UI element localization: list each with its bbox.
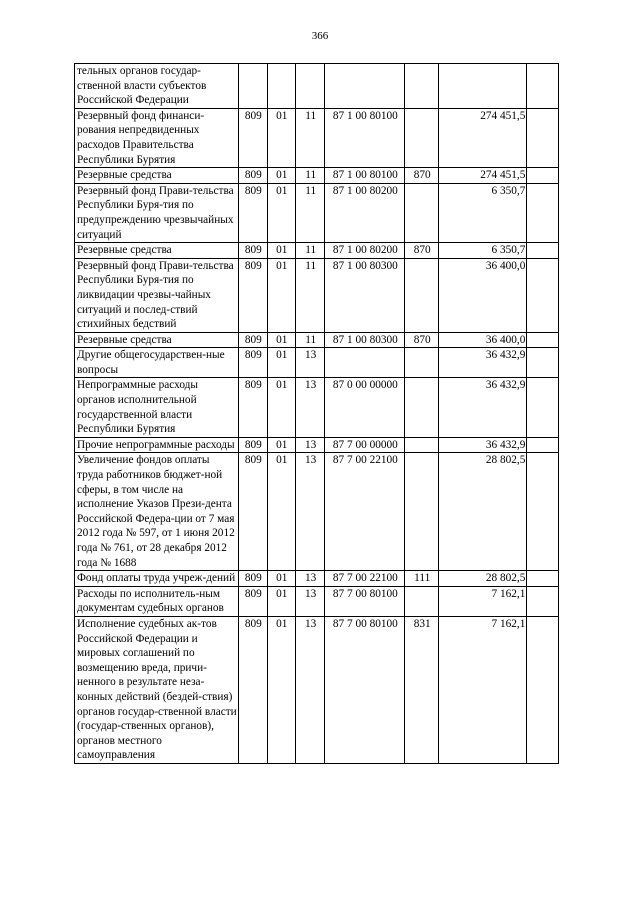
amount: 36 432,9 bbox=[439, 437, 527, 453]
table-row bbox=[75, 348, 559, 378]
expense-type-code bbox=[405, 453, 439, 571]
admin-code: 809 bbox=[239, 332, 267, 348]
target-item-code bbox=[325, 348, 405, 378]
table-row bbox=[75, 258, 559, 332]
target-item-code: 87 1 00 80200 bbox=[325, 243, 405, 259]
section-code: 01 bbox=[267, 243, 295, 259]
expense-type-code bbox=[405, 108, 439, 167]
amount: 28 802,5 bbox=[439, 571, 527, 587]
admin-code: 809 bbox=[239, 348, 267, 378]
admin-code: 809 bbox=[239, 168, 267, 184]
table-row bbox=[75, 168, 559, 184]
empty-cell bbox=[527, 348, 559, 378]
admin-code bbox=[239, 64, 267, 109]
amount: 274 451,5 bbox=[439, 168, 527, 184]
empty-cell bbox=[527, 64, 559, 109]
target-item-code: 87 7 00 22100 bbox=[325, 453, 405, 571]
target-item-code: 87 7 00 00000 bbox=[325, 437, 405, 453]
expense-type-code bbox=[405, 64, 439, 109]
subsection-code: 11 bbox=[295, 183, 324, 242]
section-code: 01 bbox=[267, 571, 295, 587]
subsection-code: 11 bbox=[295, 258, 324, 332]
section-code: 01 bbox=[267, 348, 295, 378]
section-code: 01 bbox=[267, 437, 295, 453]
expense-type-code: 870 bbox=[405, 243, 439, 259]
section-code: 01 bbox=[267, 332, 295, 348]
admin-code: 809 bbox=[239, 586, 267, 616]
section-code bbox=[267, 64, 295, 109]
admin-code: 809 bbox=[239, 571, 267, 587]
target-item-code: 87 7 00 80100 bbox=[325, 616, 405, 763]
admin-code: 809 bbox=[239, 453, 267, 571]
subsection-code: 11 bbox=[295, 332, 324, 348]
subsection-code: 13 bbox=[295, 378, 324, 437]
row-name: Резервный фонд финанси-рования непредвиденных расходов Правительства Республики Бурятия bbox=[75, 108, 239, 167]
table-row bbox=[75, 378, 559, 437]
table-row bbox=[75, 64, 559, 109]
target-item-code bbox=[325, 64, 405, 109]
admin-code: 809 bbox=[239, 378, 267, 437]
section-code: 01 bbox=[267, 168, 295, 184]
row-name: Резервные средства bbox=[75, 332, 239, 348]
amount: 36 400,0 bbox=[439, 332, 527, 348]
amount: 36 432,9 bbox=[439, 348, 527, 378]
target-item-code: 87 1 00 80100 bbox=[325, 108, 405, 167]
admin-code: 809 bbox=[239, 243, 267, 259]
table-row bbox=[75, 616, 559, 763]
target-item-code: 87 7 00 22100 bbox=[325, 571, 405, 587]
expense-type-code: 831 bbox=[405, 616, 439, 763]
empty-cell bbox=[527, 437, 559, 453]
amount: 36 400,0 bbox=[439, 258, 527, 332]
empty-cell bbox=[527, 168, 559, 184]
row-name: Прочие непрограммные расходы bbox=[75, 437, 239, 453]
row-name: Резервные средства bbox=[75, 168, 239, 184]
subsection-code: 11 bbox=[295, 108, 324, 167]
page-number: 366 bbox=[311, 30, 329, 42]
amount: 7 162,1 bbox=[439, 586, 527, 616]
empty-cell bbox=[527, 108, 559, 167]
admin-code: 809 bbox=[239, 258, 267, 332]
table-row bbox=[75, 108, 559, 167]
expense-type-code: 870 bbox=[405, 168, 439, 184]
section-code: 01 bbox=[267, 258, 295, 332]
empty-cell bbox=[527, 243, 559, 259]
subsection-code: 13 bbox=[295, 437, 324, 453]
row-name: Непрограммные расходы органов исполнительной государственной власти Республики Бурятия bbox=[75, 378, 239, 437]
table-row bbox=[75, 183, 559, 242]
subsection-code bbox=[295, 64, 324, 109]
empty-cell bbox=[527, 453, 559, 571]
empty-cell bbox=[527, 378, 559, 437]
expense-type-code: 870 bbox=[405, 332, 439, 348]
amount bbox=[439, 64, 527, 109]
target-item-code: 87 1 00 80300 bbox=[325, 258, 405, 332]
target-item-code: 87 0 00 00000 bbox=[325, 378, 405, 437]
expense-type-code bbox=[405, 378, 439, 437]
empty-cell bbox=[527, 183, 559, 242]
admin-code: 809 bbox=[239, 616, 267, 763]
row-name: тельных органов государ-ственной власти субъектов Российской Федерации bbox=[75, 64, 239, 109]
empty-cell bbox=[527, 616, 559, 763]
target-item-code: 87 1 00 80300 bbox=[325, 332, 405, 348]
target-item-code: 87 1 00 80100 bbox=[325, 168, 405, 184]
row-name: Расходы по исполнитель-ным документам судебных органов bbox=[75, 586, 239, 616]
expense-type-code bbox=[405, 586, 439, 616]
section-code: 01 bbox=[267, 378, 295, 437]
section-code: 01 bbox=[267, 453, 295, 571]
subsection-code: 11 bbox=[295, 168, 324, 184]
admin-code: 809 bbox=[239, 437, 267, 453]
table-row bbox=[75, 332, 559, 348]
table-row bbox=[75, 453, 559, 571]
empty-cell bbox=[527, 332, 559, 348]
subsection-code: 13 bbox=[295, 348, 324, 378]
amount: 28 802,5 bbox=[439, 453, 527, 571]
row-name: Резервный фонд Прави-тельства Республики Буря-тия по предупреждению чрезвычайных ситуаций bbox=[75, 183, 239, 242]
expense-type-code bbox=[405, 437, 439, 453]
amount: 6 350,7 bbox=[439, 183, 527, 242]
subsection-code: 13 bbox=[295, 571, 324, 587]
amount: 7 162,1 bbox=[439, 616, 527, 763]
empty-cell bbox=[527, 571, 559, 587]
expense-type-code: 111 bbox=[405, 571, 439, 587]
expense-type-code bbox=[405, 258, 439, 332]
admin-code: 809 bbox=[239, 183, 267, 242]
target-item-code: 87 7 00 80100 bbox=[325, 586, 405, 616]
table-row bbox=[75, 571, 559, 587]
row-name: Резервный фонд Прави-тельства Республики Буря-тия по ликвидации чрезвы-чайных ситуаций и послед-ствий стихийных бедствий bbox=[75, 258, 239, 332]
admin-code: 809 bbox=[239, 108, 267, 167]
budget-table-body bbox=[75, 64, 559, 764]
table-row bbox=[75, 586, 559, 616]
subsection-code: 13 bbox=[295, 616, 324, 763]
subsection-code: 11 bbox=[295, 243, 324, 259]
expense-type-code bbox=[405, 348, 439, 378]
section-code: 01 bbox=[267, 108, 295, 167]
empty-cell bbox=[527, 586, 559, 616]
amount: 6 350,7 bbox=[439, 243, 527, 259]
empty-cell bbox=[527, 258, 559, 332]
section-code: 01 bbox=[267, 616, 295, 763]
amount: 274 451,5 bbox=[439, 108, 527, 167]
row-name: Фонд оплаты труда учреж-дений bbox=[75, 571, 239, 587]
row-name: Резервные средства bbox=[75, 243, 239, 259]
target-item-code: 87 1 00 80200 bbox=[325, 183, 405, 242]
expense-type-code bbox=[405, 183, 439, 242]
amount: 36 432,9 bbox=[439, 378, 527, 437]
section-code: 01 bbox=[267, 586, 295, 616]
table-row bbox=[75, 243, 559, 259]
table-row bbox=[75, 437, 559, 453]
section-code: 01 bbox=[267, 183, 295, 242]
row-name: Другие общегосударствен-ные вопросы bbox=[75, 348, 239, 378]
row-name: Исполнение судебных ак-тов Российской Федерации и мировых соглашений по возмещению вреда, причи-ненного в результате неза-конных действий (бездей-ствия) органов государ-ственной власти (государ-ственных органов), органов местного самоуправления bbox=[75, 616, 239, 763]
subsection-code: 13 bbox=[295, 586, 324, 616]
subsection-code: 13 bbox=[295, 453, 324, 571]
budget-table bbox=[74, 63, 559, 764]
row-name: Увеличение фондов оплаты труда работников бюджет-ной сферы, в том числе на исполнение Указов Прези-дента Российской Федера-ции от 7 мая 2012 года № 597, от 1 июня 2012 года № 761, от 28 декабря 2012 года № 1688 bbox=[75, 453, 239, 571]
